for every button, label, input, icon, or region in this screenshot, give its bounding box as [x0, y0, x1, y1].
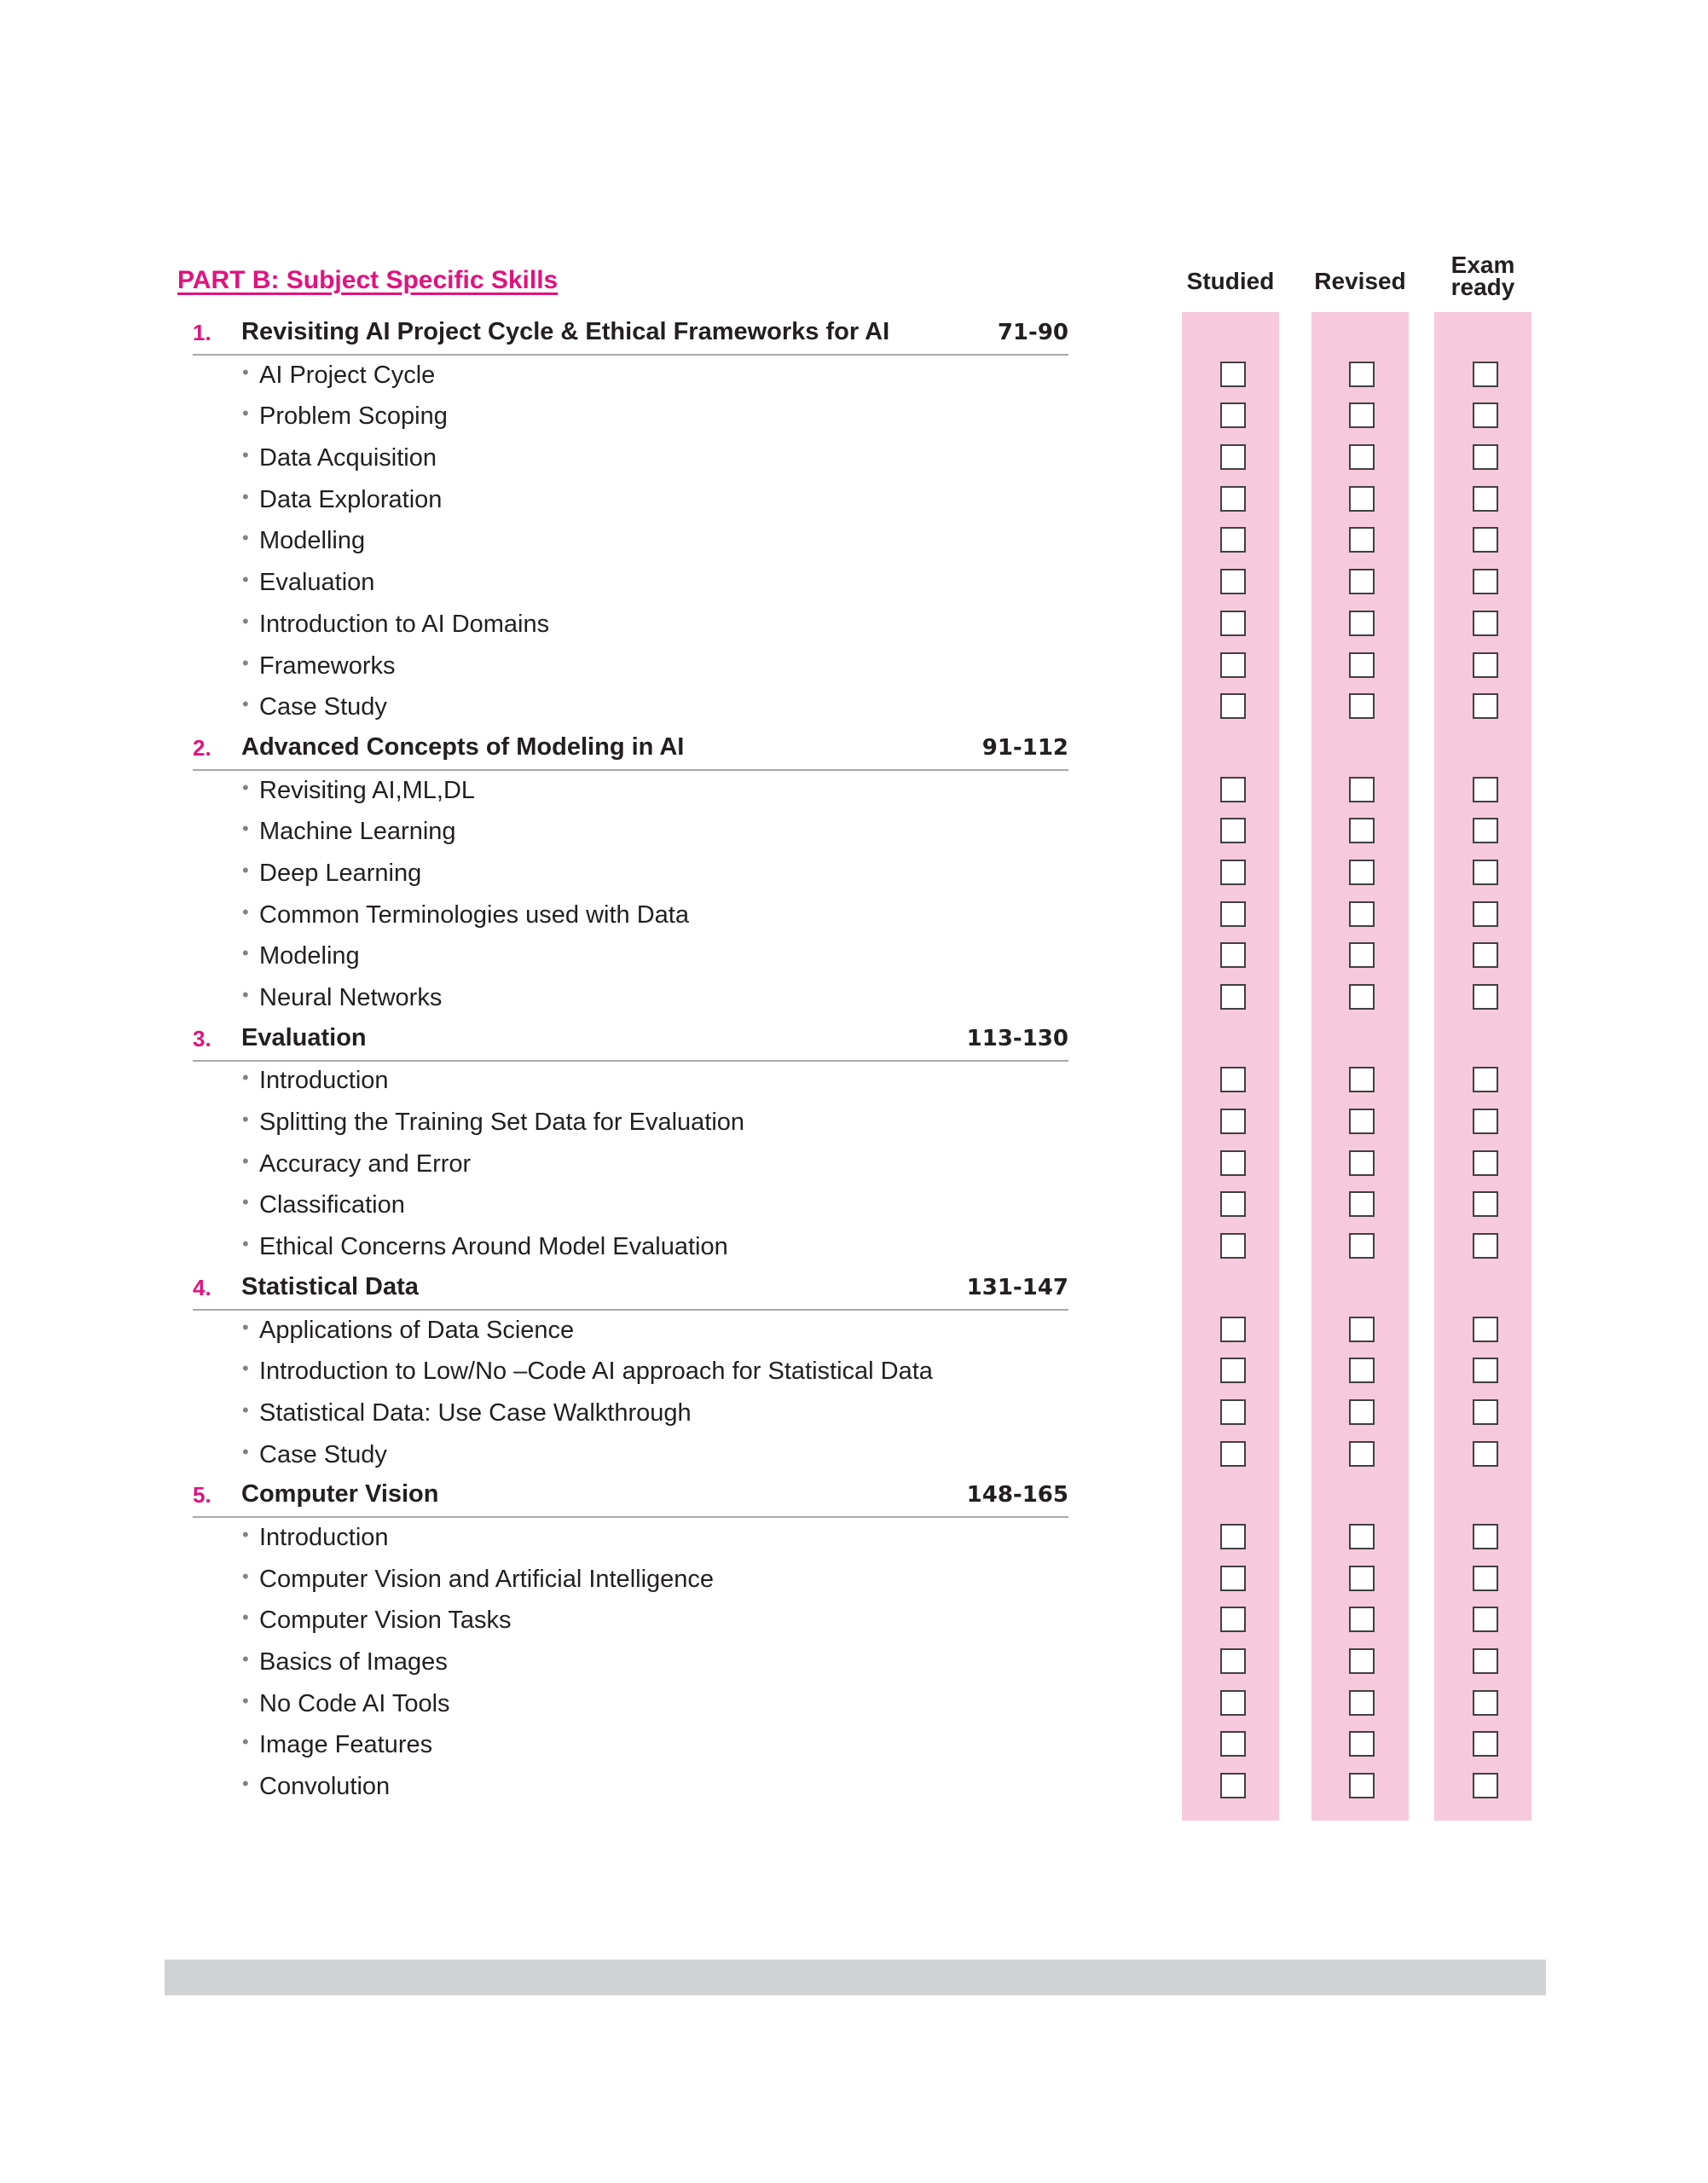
footer-bar: [165, 1960, 1546, 1995]
revised-checkbox[interactable]: [1349, 693, 1375, 719]
topic-label: Computer Vision Tasks: [259, 1607, 512, 1635]
revised-checkbox[interactable]: [1349, 1441, 1375, 1467]
studied-checkbox[interactable]: [1220, 402, 1246, 428]
exam-ready-checkbox[interactable]: [1473, 1773, 1498, 1798]
topic-item: [0, 1060, 1708, 1102]
bullet-icon: •: [242, 942, 249, 964]
revised-checkbox[interactable]: [1349, 1109, 1375, 1134]
bullet-icon: •: [242, 444, 249, 466]
exam-ready-checkbox[interactable]: [1473, 1317, 1498, 1342]
revised-checkbox[interactable]: [1349, 444, 1375, 470]
studied-checkbox[interactable]: [1220, 1773, 1246, 1798]
topic-label: Introduction: [259, 1067, 389, 1095]
bullet-icon: •: [242, 651, 249, 674]
topic-item: [0, 853, 1708, 895]
topic-item: [0, 1600, 1708, 1642]
revised-header: Revised: [1314, 268, 1406, 294]
exam-ready-checkbox[interactable]: [1473, 527, 1498, 553]
section-number: 1.: [193, 320, 211, 345]
studied-checkbox[interactable]: [1220, 1690, 1246, 1716]
topic-item: [0, 1393, 1708, 1434]
bullet-icon: •: [242, 1440, 249, 1462]
topic-item: [0, 479, 1708, 521]
section-pages: 71-90: [997, 320, 1068, 345]
exam-ready-checkbox[interactable]: [1473, 1067, 1498, 1092]
topic-label: Modeling: [259, 942, 360, 970]
studied-checkbox[interactable]: [1220, 1566, 1246, 1591]
revised-checkbox[interactable]: [1349, 1399, 1375, 1425]
studied-checkbox[interactable]: [1220, 1317, 1246, 1342]
topic-item: [0, 686, 1708, 728]
studied-checkbox[interactable]: [1220, 1648, 1246, 1674]
exam-ready-checkbox[interactable]: [1473, 693, 1498, 719]
section-header: [0, 1268, 1708, 1310]
bullet-icon: •: [242, 1689, 249, 1711]
revised-checkbox[interactable]: [1349, 1317, 1375, 1342]
topic-item: [0, 895, 1708, 936]
studied-checkbox[interactable]: [1220, 1067, 1246, 1092]
bullet-icon: •: [242, 1149, 249, 1172]
topic-item: [0, 520, 1708, 562]
revised-checkbox[interactable]: [1349, 1524, 1375, 1549]
studied-checkbox[interactable]: [1220, 1524, 1246, 1549]
exam-ready-checkbox[interactable]: [1473, 402, 1498, 428]
bullet-icon: •: [242, 1523, 249, 1545]
revised-checkbox[interactable]: [1349, 611, 1375, 636]
bullet-icon: •: [242, 1067, 249, 1089]
topic-item: [0, 646, 1708, 687]
exam-ready-checkbox[interactable]: [1473, 777, 1498, 802]
section-title: Advanced Concepts of Modeling in AI: [241, 732, 685, 761]
section-number: 5.: [193, 1482, 211, 1508]
exam-ready-checkbox[interactable]: [1473, 1191, 1498, 1217]
exam-ready-checkbox[interactable]: [1473, 444, 1498, 470]
topic-label: Frameworks: [259, 651, 396, 680]
topic-label: Neural Networks: [259, 984, 443, 1011]
section-title: Revisiting AI Project Cycle & Ethical Frameworks for AI: [241, 318, 890, 345]
studied-checkbox[interactable]: [1220, 362, 1246, 387]
topic-label: Data Exploration: [259, 485, 443, 513]
exam-ready-checkbox[interactable]: [1473, 611, 1498, 636]
revised-checkbox[interactable]: [1349, 402, 1375, 428]
exam-ready-checkbox[interactable]: [1473, 362, 1498, 387]
exam-ready-label: Exam ready: [1450, 252, 1515, 300]
exam-ready-checkbox[interactable]: [1473, 1524, 1498, 1549]
revised-checkbox[interactable]: [1349, 1607, 1375, 1632]
revised-checkbox[interactable]: [1349, 1731, 1375, 1757]
revised-checkbox[interactable]: [1349, 1150, 1375, 1176]
topic-item: [0, 1226, 1708, 1268]
exam-ready-checkbox[interactable]: [1473, 1607, 1498, 1632]
topic-label: Modelling: [259, 527, 366, 555]
topic-item: [0, 355, 1708, 397]
revised-checkbox[interactable]: [1349, 860, 1375, 885]
studied-checkbox[interactable]: [1220, 901, 1246, 927]
bullet-icon: •: [242, 1358, 249, 1380]
topic-item: [0, 562, 1708, 604]
studied-checkbox[interactable]: [1220, 818, 1246, 843]
topic-item: [0, 1102, 1708, 1144]
topic-label: Convolution: [259, 1773, 391, 1801]
bullet-icon: •: [242, 900, 249, 923]
topic-label: Problem Scoping: [259, 402, 448, 431]
topic-label: Data Acquisition: [259, 444, 437, 472]
bullet-icon: •: [242, 984, 249, 1005]
topic-label: Machine Learning: [259, 818, 456, 846]
topic-label: Evaluation: [259, 569, 375, 597]
topic-label: Deep Learning: [259, 859, 422, 887]
studied-checkbox[interactable]: [1220, 1441, 1246, 1467]
section-header: [0, 313, 1708, 355]
topic-label: Applications of Data Science: [259, 1316, 575, 1344]
exam-ready-checkbox[interactable]: [1473, 1648, 1498, 1674]
topic-label: Revisiting AI,ML,DL: [259, 776, 476, 804]
revised-checkbox[interactable]: [1349, 942, 1375, 968]
topic-item: [0, 1642, 1708, 1683]
bullet-icon: •: [242, 1316, 249, 1338]
revised-checkbox[interactable]: [1349, 1358, 1375, 1383]
exam-ready-checkbox[interactable]: [1473, 1150, 1498, 1176]
topic-item: [0, 935, 1708, 977]
section-number: 4.: [193, 1274, 211, 1300]
exam-ready-checkbox[interactable]: [1473, 652, 1498, 678]
topic-label: Case Study: [259, 693, 387, 721]
bullet-icon: •: [242, 1773, 249, 1795]
topic-item: [0, 396, 1708, 437]
bullet-icon: •: [242, 361, 249, 383]
bullet-icon: •: [242, 1648, 249, 1670]
topic-item: [0, 811, 1708, 853]
exam-ready-checkbox[interactable]: [1473, 1731, 1498, 1757]
revised-checkbox[interactable]: [1349, 1648, 1375, 1674]
topic-label: Accuracy and Error: [259, 1149, 472, 1178]
topic-item: [0, 1517, 1708, 1559]
topic-item: [0, 1683, 1708, 1725]
studied-checkbox[interactable]: [1220, 652, 1246, 678]
bullet-icon: •: [242, 1398, 249, 1421]
topic-label: Case Study: [259, 1440, 387, 1468]
exam-ready-checkbox[interactable]: [1473, 984, 1498, 1010]
topic-label: Introduction to AI Domains: [259, 610, 550, 638]
topic-list: [0, 313, 1708, 1808]
revised-checkbox[interactable]: [1349, 818, 1375, 843]
exam-ready-checkbox[interactable]: [1473, 569, 1498, 594]
studied-checkbox[interactable]: [1220, 1399, 1246, 1425]
bullet-icon: •: [242, 859, 249, 881]
studied-checkbox[interactable]: [1220, 569, 1246, 594]
revised-checkbox[interactable]: [1349, 527, 1375, 553]
bullet-icon: •: [242, 1731, 249, 1753]
exam-ready-checkbox[interactable]: [1473, 860, 1498, 885]
section-header: [0, 1475, 1708, 1517]
topic-item: [0, 1434, 1708, 1476]
topic-label: Statistical Data: Use Case Walkthrough: [259, 1398, 692, 1427]
bullet-icon: •: [242, 1607, 249, 1629]
topic-item: [0, 1144, 1708, 1185]
topic-item: [0, 437, 1708, 479]
studied-checkbox[interactable]: [1220, 444, 1246, 470]
studied-checkbox[interactable]: [1220, 942, 1246, 968]
section-number: 3.: [193, 1025, 211, 1051]
section-pages: 113-130: [966, 1025, 1068, 1051]
studied-checkbox[interactable]: [1220, 1233, 1246, 1259]
section-pages: 148-165: [966, 1482, 1068, 1508]
bullet-icon: •: [242, 1191, 249, 1213]
topic-label: Classification: [259, 1191, 405, 1219]
studied-header: Studied: [1186, 268, 1275, 294]
bullet-icon: •: [242, 485, 249, 507]
topic-label: Introduction: [259, 1523, 389, 1551]
topic-item: [0, 604, 1708, 646]
bullet-icon: •: [242, 402, 249, 425]
section-header: [0, 728, 1708, 770]
exam-ready-checkbox[interactable]: [1473, 818, 1498, 843]
revised-checkbox[interactable]: [1349, 1191, 1375, 1217]
studied-checkbox[interactable]: [1220, 1731, 1246, 1757]
studied-checkbox[interactable]: [1220, 984, 1246, 1010]
bullet-icon: •: [242, 693, 249, 715]
topic-item: [0, 770, 1708, 812]
section-title: Computer Vision: [241, 1480, 439, 1508]
revised-checkbox[interactable]: [1349, 901, 1375, 927]
topic-label: Image Features: [259, 1731, 433, 1759]
bullet-icon: •: [242, 776, 249, 798]
section-header: [0, 1019, 1708, 1061]
topic-label: Introduction to Low/No –Code AI approach for Statistical Data: [259, 1358, 933, 1386]
studied-checkbox[interactable]: [1220, 611, 1246, 636]
bullet-icon: •: [242, 527, 249, 549]
studied-checkbox[interactable]: [1220, 1607, 1246, 1632]
topic-item: [0, 1351, 1708, 1393]
topic-label: Common Terminologies used with Data: [259, 900, 689, 929]
revised-checkbox[interactable]: [1349, 1566, 1375, 1591]
revised-checkbox[interactable]: [1349, 1690, 1375, 1716]
topic-label: Splitting the Training Set Data for Evaluation: [259, 1109, 745, 1137]
bullet-icon: •: [242, 1109, 249, 1131]
bullet-icon: •: [242, 610, 249, 632]
topic-label: Ethical Concerns Around Model Evaluation: [259, 1233, 728, 1261]
topic-label: No Code AI Tools: [259, 1689, 450, 1717]
studied-checkbox[interactable]: [1220, 860, 1246, 885]
exam-ready-checkbox[interactable]: [1473, 901, 1498, 927]
bullet-icon: •: [242, 1565, 249, 1587]
topic-item: [0, 1724, 1708, 1766]
studied-checkbox[interactable]: [1220, 777, 1246, 802]
revised-checkbox[interactable]: [1349, 569, 1375, 594]
topic-item: [0, 977, 1708, 1019]
part-title: PART B: Subject Specific Skills: [177, 266, 559, 294]
section-title: Evaluation: [241, 1023, 367, 1051]
revised-checkbox[interactable]: [1349, 486, 1375, 512]
topic-label: Computer Vision and Artificial Intelligence: [259, 1565, 715, 1593]
revised-checkbox[interactable]: [1349, 984, 1375, 1010]
exam-ready-checkbox[interactable]: [1473, 486, 1498, 512]
topic-item: [0, 1766, 1708, 1808]
bullet-icon: •: [242, 569, 249, 591]
section-pages: 91-112: [981, 734, 1068, 761]
exam-ready-checkbox[interactable]: [1473, 1109, 1498, 1134]
exam-ready-checkbox[interactable]: [1473, 1233, 1498, 1259]
topic-label: AI Project Cycle: [259, 361, 436, 389]
revised-checkbox[interactable]: [1349, 1773, 1375, 1798]
exam-ready-checkbox[interactable]: [1473, 942, 1498, 968]
studied-checkbox[interactable]: [1220, 1191, 1246, 1217]
section-pages: 131-147: [966, 1274, 1068, 1300]
exam-ready-checkbox[interactable]: [1473, 1566, 1498, 1591]
revised-checkbox[interactable]: [1349, 1233, 1375, 1259]
exam-ready-checkbox[interactable]: [1473, 1690, 1498, 1716]
exam-ready-checkbox[interactable]: [1473, 1441, 1498, 1467]
studied-checkbox[interactable]: [1220, 1150, 1246, 1176]
studied-checkbox[interactable]: [1220, 1358, 1246, 1383]
topic-item: [0, 1559, 1708, 1601]
exam-ready-checkbox[interactable]: [1473, 1358, 1498, 1383]
topic-label: Basics of Images: [259, 1648, 448, 1676]
topic-item: [0, 1184, 1708, 1226]
bullet-icon: •: [242, 1233, 249, 1255]
exam-ready-checkbox[interactable]: [1473, 1399, 1498, 1425]
section-number: 2.: [193, 734, 211, 761]
topic-item: [0, 1310, 1708, 1352]
studied-checkbox[interactable]: [1220, 527, 1246, 553]
exam-ready-header: [1434, 254, 1531, 298]
revised-checkbox[interactable]: [1349, 362, 1375, 387]
studied-checkbox[interactable]: [1220, 486, 1246, 512]
studied-checkbox[interactable]: [1220, 693, 1246, 719]
bullet-icon: •: [242, 818, 249, 840]
revised-checkbox[interactable]: [1349, 652, 1375, 678]
studied-checkbox[interactable]: [1220, 1109, 1246, 1134]
revised-checkbox[interactable]: [1349, 1067, 1375, 1092]
section-title: Statistical Data: [241, 1272, 419, 1300]
revised-checkbox[interactable]: [1349, 777, 1375, 802]
